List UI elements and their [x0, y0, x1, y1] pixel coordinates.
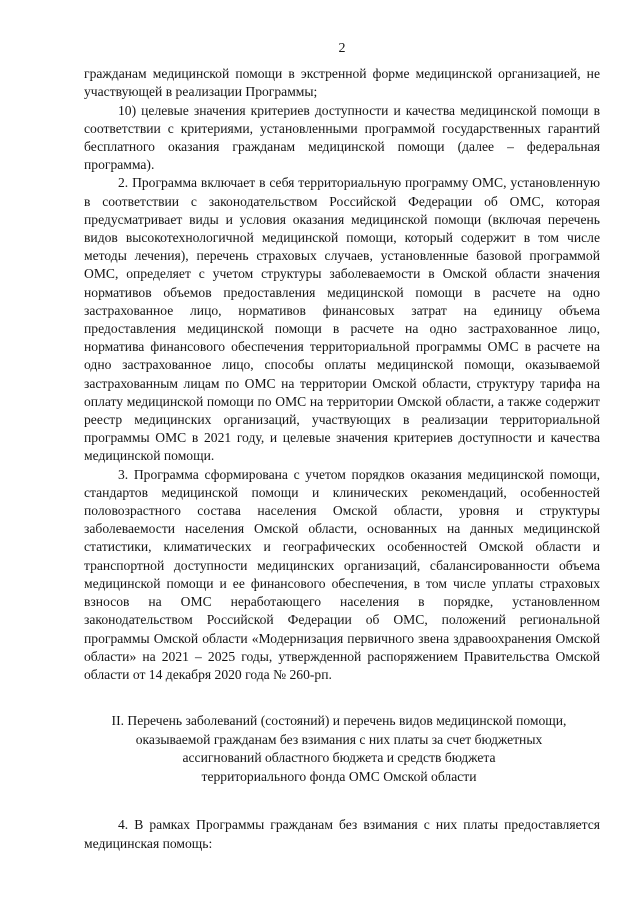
document-page [84, 40, 600, 853]
paragraph-item-10: 10) целевые значения критериев доступности и качества медицинской помощи в соответствии с критериями, установленными программой государственных гарантий бесплатного оказания гражданам медицинской помощи (далее – федеральная программа). [84, 102, 600, 173]
section-heading [84, 712, 594, 786]
page-number: 2 [338, 41, 346, 56]
paragraph-4: 4. В рамках Программы гражданам без взимания с них платы предоставляется медицинская помощь: [84, 817, 600, 851]
paragraph-continuation: гражданам медицинской помощи в экстренной форме медицинской организацией, не участвующей в реализации Программы; [84, 66, 600, 100]
section-heading-line: территориального фонда ОМС Омской области [201, 768, 477, 784]
section-heading-line: II. Перечень заболеваний (состояний) и перечень видов медицинской помощи, [111, 713, 567, 729]
section-heading-line: ассигнований областного бюджета и средств бюджета [182, 750, 496, 766]
paragraph-2: 2. Программа включает в себя территориальную программу ОМС, установленную в соответствии с законодательством Российской Федерации об ОМС, которая предусматривает виды и условия оказания медицинской помощи (включая перечень видов высокотехнологичной медицинской помощи, который содержит в том числе методы лечения), перечень страховых случаев, установленные базовой программой ОМС, определяет с учетом структуры заболеваемости в Омской области значения нормативов объемов предоставления медицинской помощи в расчете на одно застрахованное лицо, нормативов финансовых затрат на единицу объема предоставления медицинской помощи в расчете на одно застрахованное лицо, норматива финансового обеспечения территориальной программы ОМС в расчете на одно застрахованное лицо, способы оплаты медицинской помощи, оказываемой застрахованным лицам по ОМС на территории Омской области, структуру тарифа на оплату медицинской помощи по ОМС на территории Омской области, а также содержит реестр медицинских организаций, участвующих в реализации территориальной программы ОМС в 2021 году, и целевые значения критериев доступности и качества медицинской помощи. [84, 175, 600, 464]
paragraph-3: 3. Программа сформирована с учетом порядков оказания медицинской помощи, стандартов медицинской помощи и клинических рекомендаций, особенностей половозрастного состава населения Омской области, уровня и структуры заболеваемости населения Омской области, основанных на данных медицинской статистики, климатических и географических особенностей Омской области и транспортной доступности медицинских организаций, сбалансированности объема медицинской помощи и ее финансового обеспечения, в том числе уплаты страховых взносов на ОМС неработающего населения в порядке, установленном законодательством Российской Федерации об ОМС, положений региональной программы Омской области «Модернизация первичного звена здравоохранения Омской области» на 2021 – 2025 годы, утвержденной распоряжением Правительства Омской области от 14 декабря 2020 года № 260-рп. [84, 466, 600, 682]
section-heading-line: оказываемой гражданам без взимания с них платы за счет бюджетных [135, 731, 543, 747]
